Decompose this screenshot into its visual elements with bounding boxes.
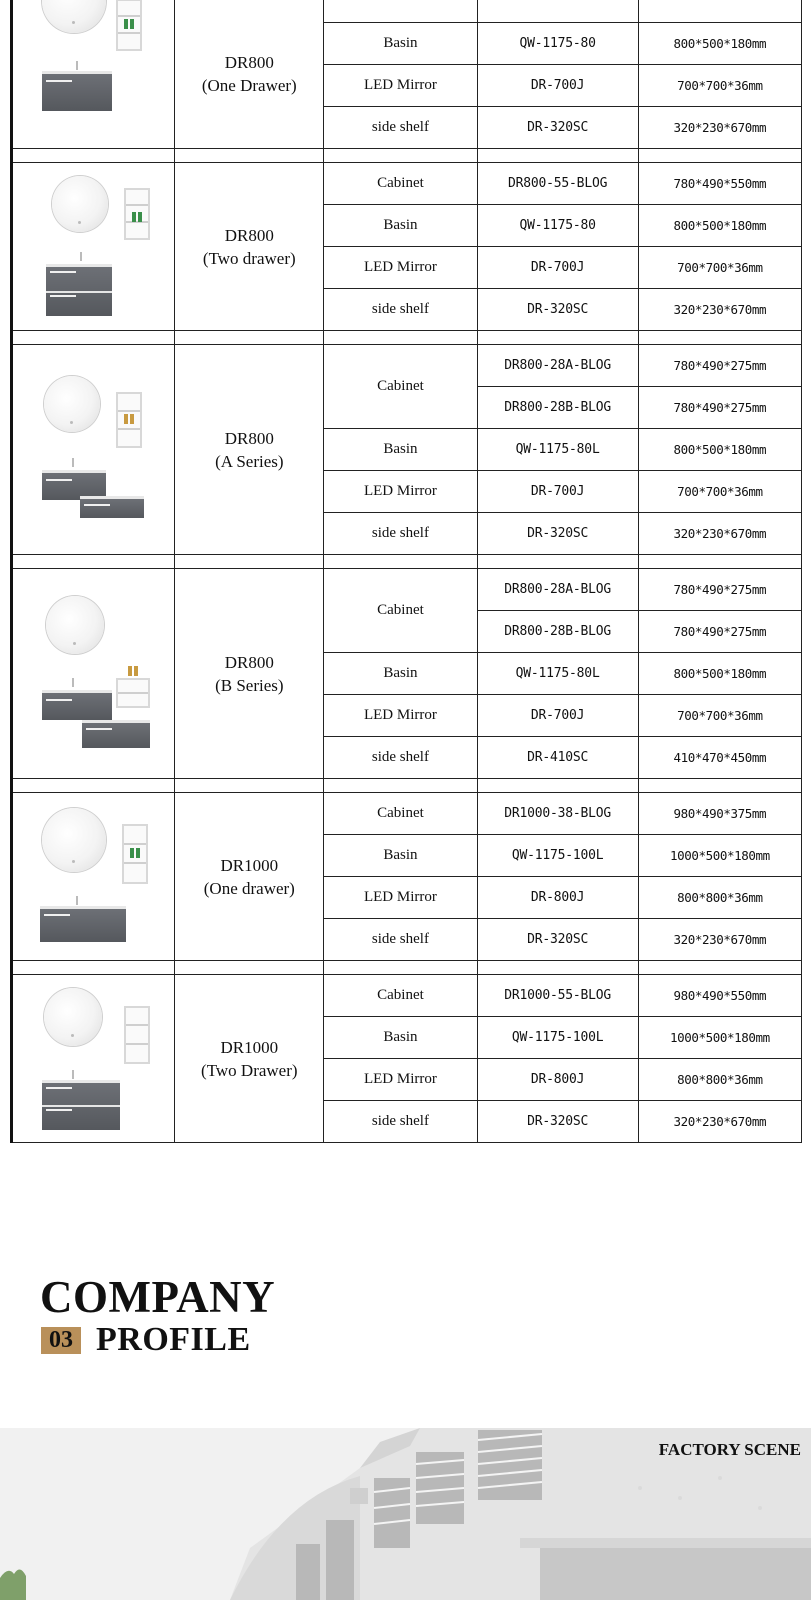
model-number: QW-1175-80 [477,23,638,65]
dimensions: 780*490*275mm [638,611,801,653]
part-name: side shelf [324,289,477,331]
model-number: DR-800J [477,877,638,919]
model-number: DR-320SC [477,107,638,149]
product-illustration [20,802,168,952]
model-number: DR-700J [477,471,638,513]
round-mirror-icon [42,0,106,33]
spacer-row [12,555,802,569]
dimensions: 1000*500*180mm [638,1017,801,1059]
model-number: DR-700J [477,65,638,107]
product-image-cell [12,163,175,331]
model-number: DR800-55-BLOG [477,163,638,205]
model-number: DR-700J [477,247,638,289]
dimensions: 980*490*375mm [638,793,801,835]
product-name-cell [175,569,324,779]
round-mirror-icon [46,596,104,654]
dimensions: 320*230*670mm [638,289,801,331]
model-number: DR-800J [477,1059,638,1101]
product-illustration [20,172,168,322]
dimensions: 700*700*36mm [638,247,801,289]
model-number: DR800-28A-BLOG [477,345,638,387]
part-name: Basin [324,653,477,695]
part-name: side shelf [324,919,477,961]
product-name-cell [175,163,324,331]
model-number: DR-320SC [477,1101,638,1143]
part-name: Cabinet [324,569,477,653]
product-name-cell [175,793,324,961]
product-image-cell [12,0,175,149]
product-name: DR800 [224,428,274,448]
model-number: QW-1175-80L [477,653,638,695]
part-name: LED Mirror [324,1059,477,1101]
factory-caption: FACTORY SCENE [658,1440,801,1459]
model-number: DR-320SC [477,919,638,961]
dimensions: 320*230*670mm [638,107,801,149]
part-name: Cabinet [324,345,477,429]
part-name: Basin [324,1017,477,1059]
model-number: DR-410SC [477,737,638,779]
part-name: side shelf [324,1101,477,1143]
dimensions: 780*490*550mm [638,163,801,205]
part-name: Cabinet [324,793,477,835]
product-illustration [20,984,168,1134]
dimensions: 320*230*670mm [638,513,801,555]
model-number: DR1000-38-BLOG [477,793,638,835]
table-row [12,569,802,611]
product-variant: (Two drawer) [202,248,296,268]
round-mirror-icon [52,176,108,232]
part-name: side shelf [324,513,477,555]
product-image-cell [12,975,175,1143]
spec-table [10,0,802,1143]
part-name: Cabinet [324,975,477,1017]
dimensions: 320*230*670mm [638,919,801,961]
product-name: DR1000 [220,1037,279,1057]
round-mirror-icon [44,376,100,432]
part-name: Basin [324,429,477,471]
product-image-cell [12,345,175,555]
vanity-cabinet-icon [46,264,112,316]
product-name-cell [175,345,324,555]
part-name: Cabinet [324,163,477,205]
round-mirror-icon [42,808,106,872]
vanity-cabinet-icon [82,720,150,748]
dimensions: 800*500*180mm [638,429,801,471]
dimensions: 800*500*180mm [638,653,801,695]
vanity-cabinet-icon [80,496,144,518]
part-name: Basin [324,205,477,247]
product-image-cell [12,793,175,961]
model-number: DR800-28B-BLOG [477,387,638,429]
factory-photo [0,1428,811,1600]
model-number: DR800-28A-BLOG [477,569,638,611]
table-row [12,793,802,835]
product-illustration [20,0,168,127]
model-number: DR-700J [477,695,638,737]
part-name: LED Mirror [324,471,477,513]
model-number: QW-1175-80 [477,205,638,247]
vanity-cabinet-icon [40,906,126,942]
dimensions: 800*500*180mm [638,205,801,247]
table-row [12,975,802,1017]
dimensions: 320*230*670mm [638,1101,801,1143]
dimensions: 800*800*36mm [638,1059,801,1101]
dimensions: 700*700*36mm [638,65,801,107]
part-name: side shelf [324,737,477,779]
model-number: DR-320SC [477,513,638,555]
section-number-badge: 03 [41,1327,81,1354]
part-name: LED Mirror [324,695,477,737]
side-shelf-icon [124,1006,150,1064]
dimensions: 980*490*550mm [638,975,801,1017]
product-variant: (B Series) [215,675,284,695]
product-name-cell [175,975,324,1143]
product-name: DR800 [224,225,274,245]
part-name: LED Mirror [324,247,477,289]
dimensions: 780*490*275mm [638,387,801,429]
part-name: side shelf [324,107,477,149]
product-variant: (One drawer) [203,878,295,898]
vanity-cabinet-icon [42,690,112,720]
model-number: DR-320SC [477,289,638,331]
side-shelf-icon [116,678,150,708]
product-variant: (A Series) [215,451,284,471]
company-title: COMPANY [40,1272,276,1322]
profile-title: PROFILE [96,1321,251,1358]
dimensions: 700*700*36mm [638,695,801,737]
dimensions: 780*490*275mm [638,569,801,611]
dimensions: 800*500*180mm [638,23,801,65]
table-row [12,0,802,23]
product-illustration [20,370,168,530]
product-name-cell [175,0,324,149]
vanity-cabinet-icon [42,1080,120,1130]
part-name: LED Mirror [324,877,477,919]
round-mirror-icon [44,988,102,1046]
model-number: QW-1175-100L [477,1017,638,1059]
dimensions: 1000*500*180mm [638,835,801,877]
table-row [12,163,802,205]
product-name: DR800 [224,52,274,72]
product-image-cell [12,569,175,779]
model-number: QW-1175-100L [477,835,638,877]
part-name: LED Mirror [324,65,477,107]
model-number: DR1000-55-BLOG [477,975,638,1017]
spacer-row [12,961,802,975]
product-name: DR800 [224,652,274,672]
model-number: DR800-28B-BLOG [477,611,638,653]
model-number: QW-1175-80L [477,429,638,471]
dimensions: 800*800*36mm [638,877,801,919]
table-row [12,345,802,387]
spacer-row [12,779,802,793]
dimensions: 410*470*450mm [638,737,801,779]
product-name: DR1000 [220,855,279,875]
vanity-cabinet-icon [42,71,112,111]
product-variant: (One Drawer) [201,75,297,95]
spacer-row [12,149,802,163]
part-name: Basin [324,835,477,877]
part-name: Basin [324,23,477,65]
product-variant: (Two Drawer) [201,1060,298,1080]
product-illustration [20,594,168,754]
spacer-row [12,331,802,345]
dimensions: 780*490*275mm [638,345,801,387]
dimensions: 700*700*36mm [638,471,801,513]
